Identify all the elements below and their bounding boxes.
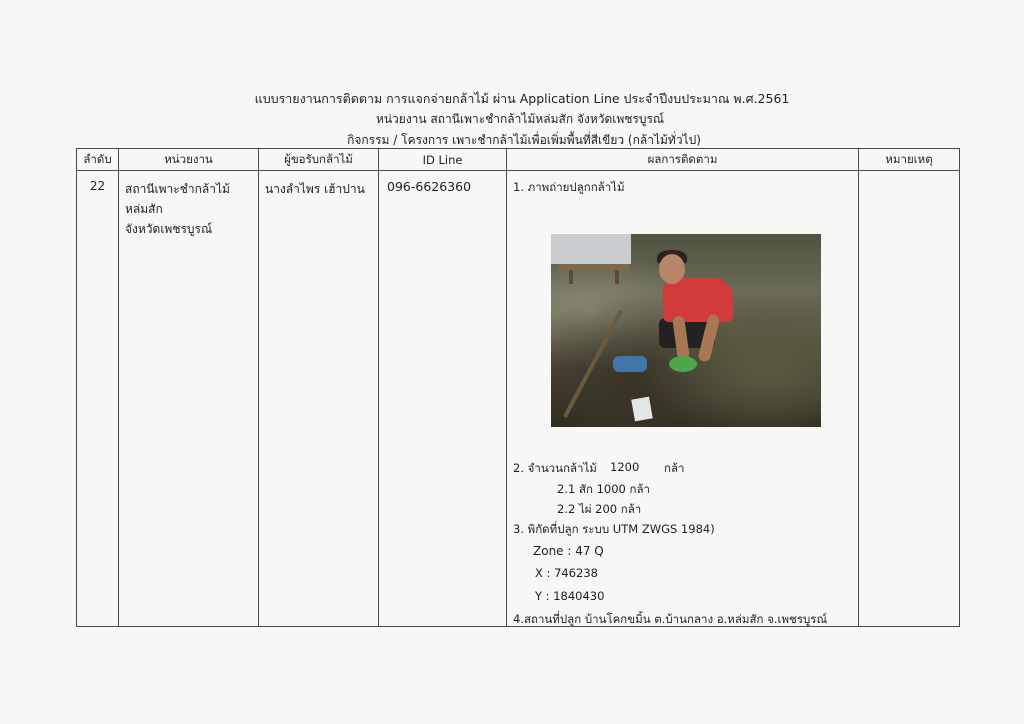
result-count-value: 1200 (610, 460, 640, 474)
row-id-line: 096-6626360 (379, 171, 507, 627)
header-id-line: ID Line (379, 149, 507, 171)
row-number: 22 (77, 171, 119, 627)
result-y: Y : 1840430 (535, 589, 605, 603)
result-place: 4.สถานที่ปลูก บ้านโคกขมิ้น ต.บ้านกลาง อ.หล่มสัก จ.เพชรบูรณ์ (513, 612, 828, 626)
result-sub-bamboo: 2.2 ไผ่ 200 กล้า (557, 502, 642, 516)
report-agency: หน่วยงาน สถานีเพาะชำกล้าไม้หล่มสัก จังหวัดเพชรบูรณ์ (375, 112, 665, 126)
planting-photo (551, 234, 821, 427)
row-unit-line1: สถานีเพาะชำกล้าไม้หล่มสัก (125, 182, 230, 216)
header-number: ลำดับ (77, 149, 119, 171)
header-remark: หมายเหตุ (859, 149, 960, 171)
report-table (76, 148, 960, 627)
row-remark (859, 171, 960, 627)
result-count-unit: กล้า (664, 461, 685, 475)
header-person: ผู้ขอรับกล้าไม้ (259, 149, 379, 171)
header-result: ผลการติดตาม (507, 149, 859, 171)
report-activity: กิจกรรม / โครงการ เพาะชำกล้าไม้เพื่อเพิ่มพื้นที่สีเขียว (กล้าไม้ทั่วไป) (347, 133, 701, 147)
table-row (77, 171, 960, 627)
row-person: นางลำไพร เฮ้าปาน (259, 171, 379, 627)
table-header-row (77, 149, 960, 171)
report-title: แบบรายงานการติดตาม การแจกจ่ายกล้าไม้ ผ่าน Application Line ประจำปีงบประมาณ พ.ศ.2561 (254, 91, 790, 106)
result-count-label: 2. จำนวนกล้าไม้ (513, 461, 597, 475)
result-sub-teak: 2.1 สัก 1000 กล้า (557, 482, 650, 496)
row-result (507, 171, 859, 627)
result-zone: Zone : 47 Q (533, 544, 604, 558)
result-x: X : 746238 (535, 566, 598, 580)
row-unit-line2: จังหวัดเพชรบูรณ์ (125, 222, 213, 236)
header-unit: หน่วยงาน (119, 149, 259, 171)
result-photo-label: 1. ภาพถ่ายปลูกกล้าไม้ (513, 180, 625, 194)
result-coord-label: 3. พิกัดที่ปลูก ระบบ UTM ZWGS 1984) (513, 522, 715, 536)
row-unit (119, 171, 259, 627)
